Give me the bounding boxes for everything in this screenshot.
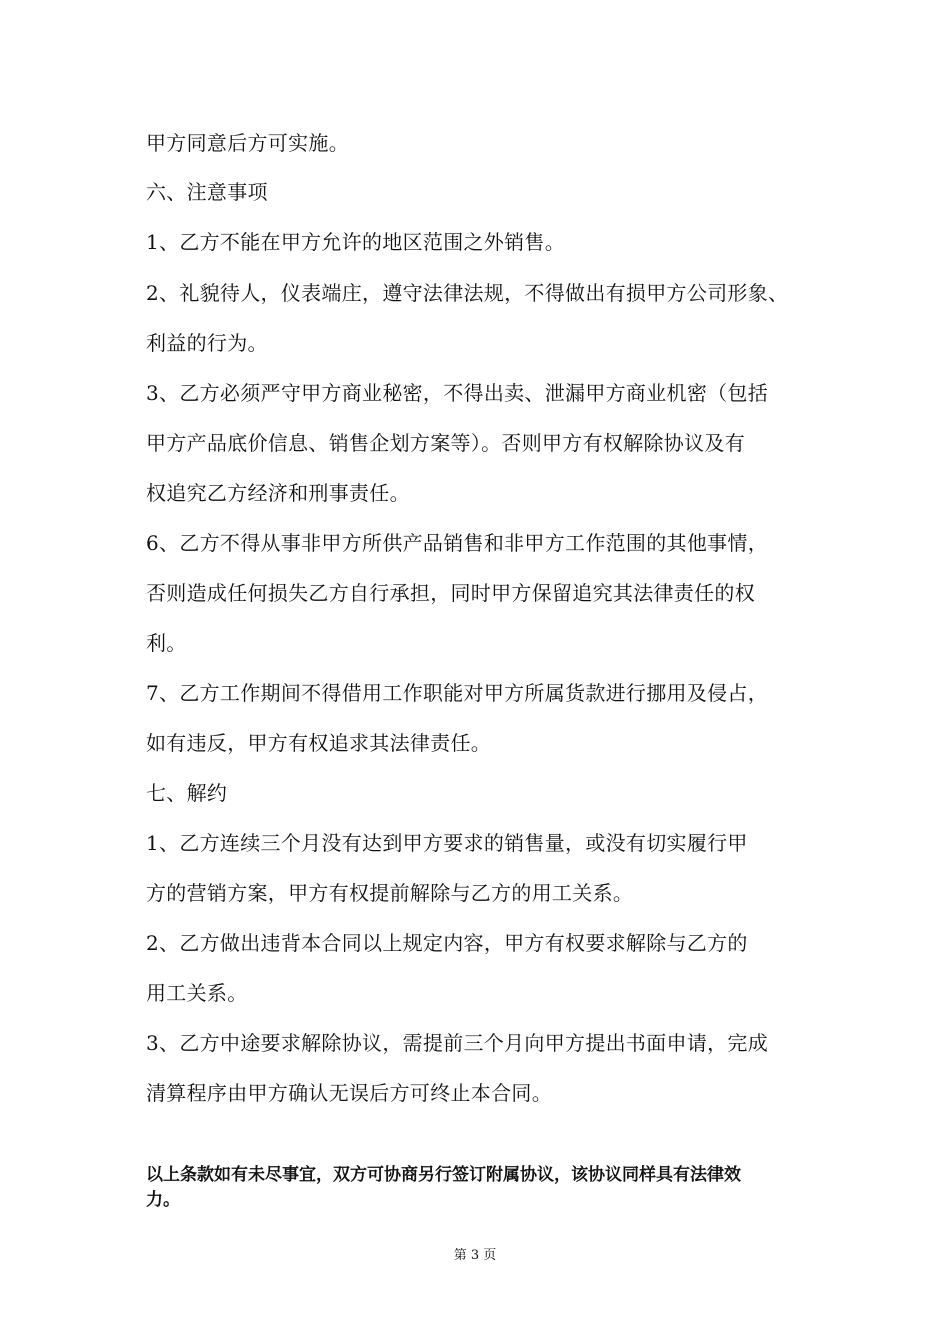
body-line: 3、乙方中途要求解除协议，需提前三个月向甲方提出书面申请，完成: [146, 1031, 769, 1055]
body-line: 7、乙方工作期间不得借用工作职能对甲方所属货款进行挪用及侵占，: [146, 681, 769, 705]
body-line: 2、礼貌待人，仪表端庄，遵守法律法规，不得做出有损甲方公司形象、: [146, 281, 789, 305]
body-line: 否则造成任何损失乙方自行承担，同时甲方保留追究其法律责任的权: [146, 581, 755, 605]
body-line: 用工关系。: [146, 981, 248, 1005]
closing-clause: [146, 1163, 826, 1213]
closing-line: 力。: [146, 1190, 180, 1210]
body-line: 利益的行为。: [146, 331, 268, 355]
section-heading: 六、注意事项: [146, 180, 268, 204]
section-heading: 七、解约: [146, 781, 228, 805]
body-line: 3、乙方必须严守甲方商业秘密，不得出卖、泄漏甲方商业机密（包括: [146, 381, 769, 405]
body-line: 甲方产品底价信息、销售企划方案等）。否则甲方有权解除协议及有: [146, 431, 745, 455]
body-line: 1、乙方不能在甲方允许的地区范围之外销售。: [146, 230, 566, 254]
body-line: 权追究乙方经济和刑事责任。: [146, 481, 410, 505]
body-line: 方的营销方案，甲方有权提前解除与乙方的用工关系。: [146, 881, 634, 905]
body-line: 1、乙方连续三个月没有达到甲方要求的销售量，或没有切实履行甲: [146, 831, 748, 855]
body-line: 6、乙方不得从事非甲方所供产品销售和非甲方工作范围的其他事情，: [146, 531, 769, 555]
body-line: 甲方同意后方可实施。: [146, 131, 349, 155]
body-line: 如有违反，甲方有权追求其法律责任。: [146, 731, 492, 755]
body-line: 利。: [146, 631, 187, 655]
closing-line: 以上条款如有未尽事宜，双方可协商另行签订附属协议，该协议同样具有法律效: [146, 1165, 741, 1185]
page-number: 第 3 页: [453, 1248, 497, 1263]
body-line: 清算程序由甲方确认无误后方可终止本合同。: [146, 1081, 552, 1105]
body-line: 2、乙方做出违背本合同以上规定内容，甲方有权要求解除与乙方的: [146, 931, 748, 955]
